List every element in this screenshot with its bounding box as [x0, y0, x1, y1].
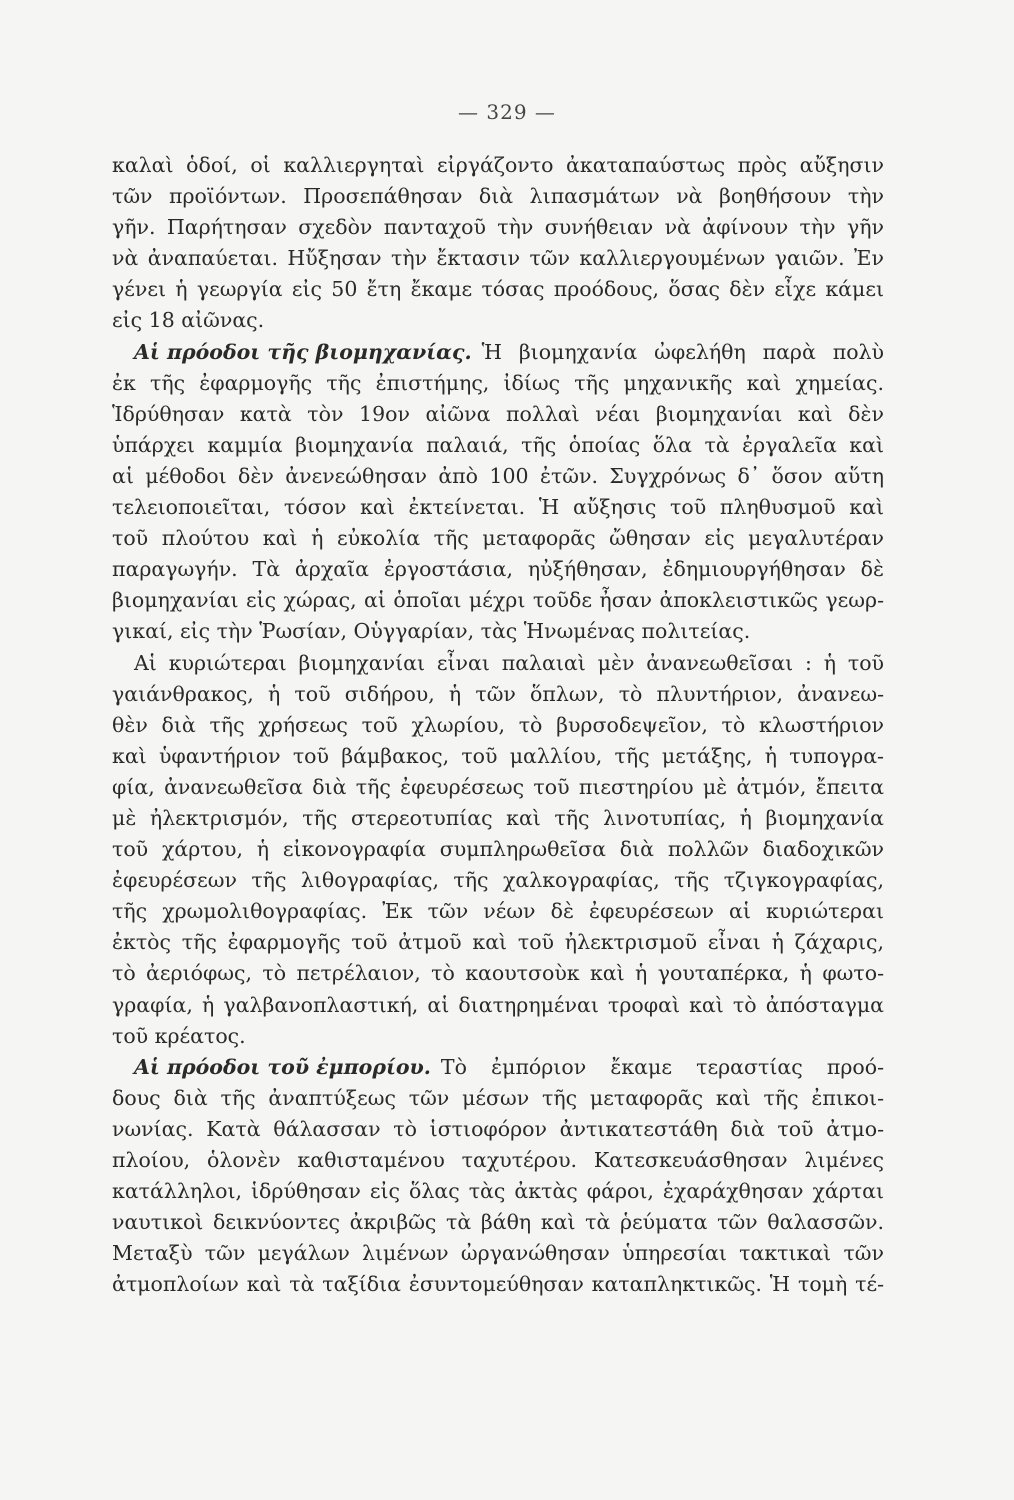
text-line	[112, 958, 884, 989]
line-text: τῆς χρωμολιθογραφίας. Ἐκ τῶν νέων δὲ ἐφευρέσεων αἱ κυριώτεραι	[112, 899, 884, 924]
section-heading: Αἱ πρόοδοι τοῦ ἐμπορίου.	[134, 1054, 431, 1079]
text-line	[112, 834, 884, 865]
text-line	[112, 1238, 884, 1269]
line-text: τελειοποιεῖται, τόσον καὶ ἐκτείνεται. Ἡ αὔξησις τοῦ πληθυσμοῦ καὶ	[112, 495, 884, 520]
text-line	[112, 616, 884, 647]
line-text: τοῦ χάρτου, ἡ εἰκονογραφία συμπληρωθεῖσα διὰ πολλῶν διαδοχικῶν	[112, 837, 884, 862]
line-text: τὸ ἀεριόφως, τὸ πετρέλαιον, τὸ καουτσοὺκ καὶ ἡ γουταπέρκα, ἡ φωτο-	[112, 961, 884, 986]
text-line	[112, 896, 884, 927]
text-line	[112, 1145, 884, 1176]
text-line	[112, 212, 884, 243]
line-text: τοῦ κρέατος.	[112, 1023, 246, 1048]
line-text: Μεταξὺ τῶν μεγάλων λιμένων ὠργανώθησαν ὑπηρεσίαι τακτικαὶ τῶν	[112, 1241, 884, 1266]
text-line	[112, 803, 884, 834]
line-text: Ἱδρύθησαν κατὰ τὸν 19ον αἰῶνα πολλαὶ νέαι βιομηχανίαι καὶ δὲν	[112, 401, 884, 426]
text-line	[112, 430, 884, 461]
section-heading: Αἱ πρόοδοι τῆς βιομηχανίας.	[134, 339, 472, 364]
line-text: παραγωγήν. Τὰ ἀρχαῖα ἐργοστάσια, ηὐξήθησαν, ἐδημιουργήθησαν δὲ	[112, 557, 884, 582]
text-line	[112, 243, 884, 274]
line-text: μὲ ἠλεκτρισμόν, τῆς στερεοτυπίας καὶ τῆς λινοτυπίας, ἡ βιομηχανία	[112, 805, 884, 830]
line-text: ὑπάρχει καμμία βιομηχανία παλαιά, τῆς ὁποίας ὅλα τὰ ἐργαλεῖα καὶ	[112, 432, 884, 457]
line-text: φία, ἀνανεωθεῖσα διὰ τῆς ἐφευρέσεως τοῦ πιεστηρίου μὲ ἀτμόν, ἔπειτα	[112, 774, 884, 799]
line-text: γαιάνθρακος, ἡ τοῦ σιδήρου, ἡ τῶν ὅπλων, τὸ πλυντήριον, ἀνανεω-	[112, 681, 884, 706]
line-text: καὶ ὑφαντήριον τοῦ βάμβακος, τοῦ μαλλίου, τῆς μετάξης, ἡ τυπογρα-	[112, 743, 884, 768]
line-text: γῆν. Παρήτησαν σχεδὸν πανταχοῦ τὴν συνήθειαν νὰ ἀφίνουν τὴν γῆν	[112, 215, 884, 240]
text-line	[112, 741, 884, 772]
line-text: τοῦ πλούτου καὶ ἡ εὐκολία τῆς μεταφορᾶς ὤθησαν εἰς μεγαλυτέραν	[112, 526, 884, 551]
text-line	[112, 1114, 884, 1145]
line-text: Τὸ ἐμπόριον ἔκαμε τεραστίας προό-	[440, 1054, 884, 1079]
text-line	[112, 990, 884, 1021]
text-line	[112, 648, 884, 679]
line-text: κατάλληλοι, ἱδρύθησαν εἰς ὅλας τὰς ἀκτὰς φάροι, ἐχαράχθησαν χάρται	[112, 1179, 884, 1204]
line-text: βιομηχανίαι εἰς χώρας, αἱ ὁποῖαι μέχρι τοῦδε ἦσαν ἀποκλειστικῶς γεωρ-	[112, 588, 884, 613]
text-line	[112, 554, 884, 585]
line-text: εἰς 18 αἰῶνας.	[112, 308, 265, 333]
text-line	[112, 927, 884, 958]
line-text: Ἡ βιομηχανία ὠφελήθη παρὰ πολὺ	[481, 339, 884, 364]
text-line	[112, 337, 884, 368]
text-line	[112, 461, 884, 492]
text-line	[112, 585, 884, 616]
text-line	[112, 305, 884, 336]
text-line	[112, 181, 884, 212]
line-text: ἐκτὸς τῆς ἐφαρμογῆς τοῦ ἀτμοῦ καὶ τοῦ ἠλεκτρισμοῦ εἶναι ἡ ζάχαρις,	[112, 930, 884, 955]
line-text: ἀτμοπλοίων καὶ τὰ ταξίδια ἐσυντομεύθησαν καταπληκτικῶς. Ἡ τομὴ τέ-	[112, 1272, 884, 1297]
text-line	[112, 865, 884, 896]
line-text: γικαί, εἰς τὴν Ῥωσίαν, Οὑγγαρίαν, τὰς Ἡνωμένας πολιτείας.	[112, 619, 751, 644]
line-text: νωνίας. Κατὰ θάλασσαν τὸ ἱστιοφόρον ἀντικατεστάθη διὰ τοῦ ἀτμο-	[112, 1116, 884, 1141]
text-line	[112, 772, 884, 803]
text-line	[112, 1176, 884, 1207]
text-line	[112, 710, 884, 741]
text-line	[112, 679, 884, 710]
line-text: ναυτικοὶ δεικνύοντες ἀκριβῶς τὰ βάθη καὶ τὰ ῥεύματα τῶν θαλασσῶν.	[112, 1210, 884, 1235]
text-line	[112, 1269, 884, 1300]
line-text: νὰ ἀναπαύεται. Ηὔξησαν τὴν ἔκτασιν τῶν καλλιεργουμένων γαιῶν. Ἐν	[112, 246, 884, 271]
line-text: αἱ μέθοδοι δὲν ἀνενεώθησαν ἀπὸ 100 ἐτῶν. Συγχρόνως δ᾽ ὅσον αὕτη	[112, 463, 884, 488]
text-line	[112, 368, 884, 399]
line-text: καλαὶ ὁδοί, οἱ καλλιεργηταὶ εἰργάζοντο ἀκαταπαύστως πρὸς αὔξησιν	[112, 153, 884, 177]
text-line	[112, 1052, 884, 1083]
text-line	[112, 1207, 884, 1238]
text-line	[112, 523, 884, 554]
text-line	[112, 150, 884, 181]
body-text	[112, 150, 884, 1300]
line-text: πλοίου, ὁλονὲν καθισταμένου ταχυτέρου. Κατεσκευάσθησαν λιμένες	[112, 1148, 884, 1172]
text-line	[112, 399, 884, 430]
text-line	[112, 1083, 884, 1114]
line-text: γένει ἡ γεωργία εἰς 50 ἔτη ἔκαμε τόσας προόδους, ὅσας δὲν εἶχε κάμει	[112, 277, 884, 302]
text-line	[112, 274, 884, 305]
text-line	[112, 1021, 884, 1052]
line-text: ἐφευρέσεων τῆς λιθογραφίας, τῆς χαλκογραφίας, τῆς τζιγκογραφίας,	[112, 868, 884, 893]
line-text: Αἱ κυριώτεραι βιομηχανίαι εἶναι παλαιαὶ μὲν ἀνανεωθεῖσαι : ἡ τοῦ	[134, 650, 884, 675]
text-line	[112, 492, 884, 523]
line-text: ἐκ τῆς ἐφαρμογῆς τῆς ἐπιστήμης, ἰδίως τῆς μηχανικῆς καὶ χημείας.	[112, 370, 884, 395]
line-text: γραφία, ἡ γαλβανοπλαστική, αἱ διατηρημέναι τροφαὶ καὶ τὸ ἀπόσταγμα	[112, 992, 884, 1017]
page-number: — 329 —	[458, 100, 556, 124]
line-text: θὲν διὰ τῆς χρήσεως τοῦ χλωρίου, τὸ βυρσοδεψεῖον, τὸ κλωστήριον	[112, 712, 884, 737]
line-text: δους διὰ τῆς ἀναπτύξεως τῶν μέσων τῆς μεταφορᾶς καὶ τῆς ἐπικοι-	[112, 1085, 884, 1110]
line-text: τῶν προϊόντων. Προσεπάθησαν διὰ λιπασμάτων νὰ βοηθήσουν τὴν	[112, 184, 884, 209]
